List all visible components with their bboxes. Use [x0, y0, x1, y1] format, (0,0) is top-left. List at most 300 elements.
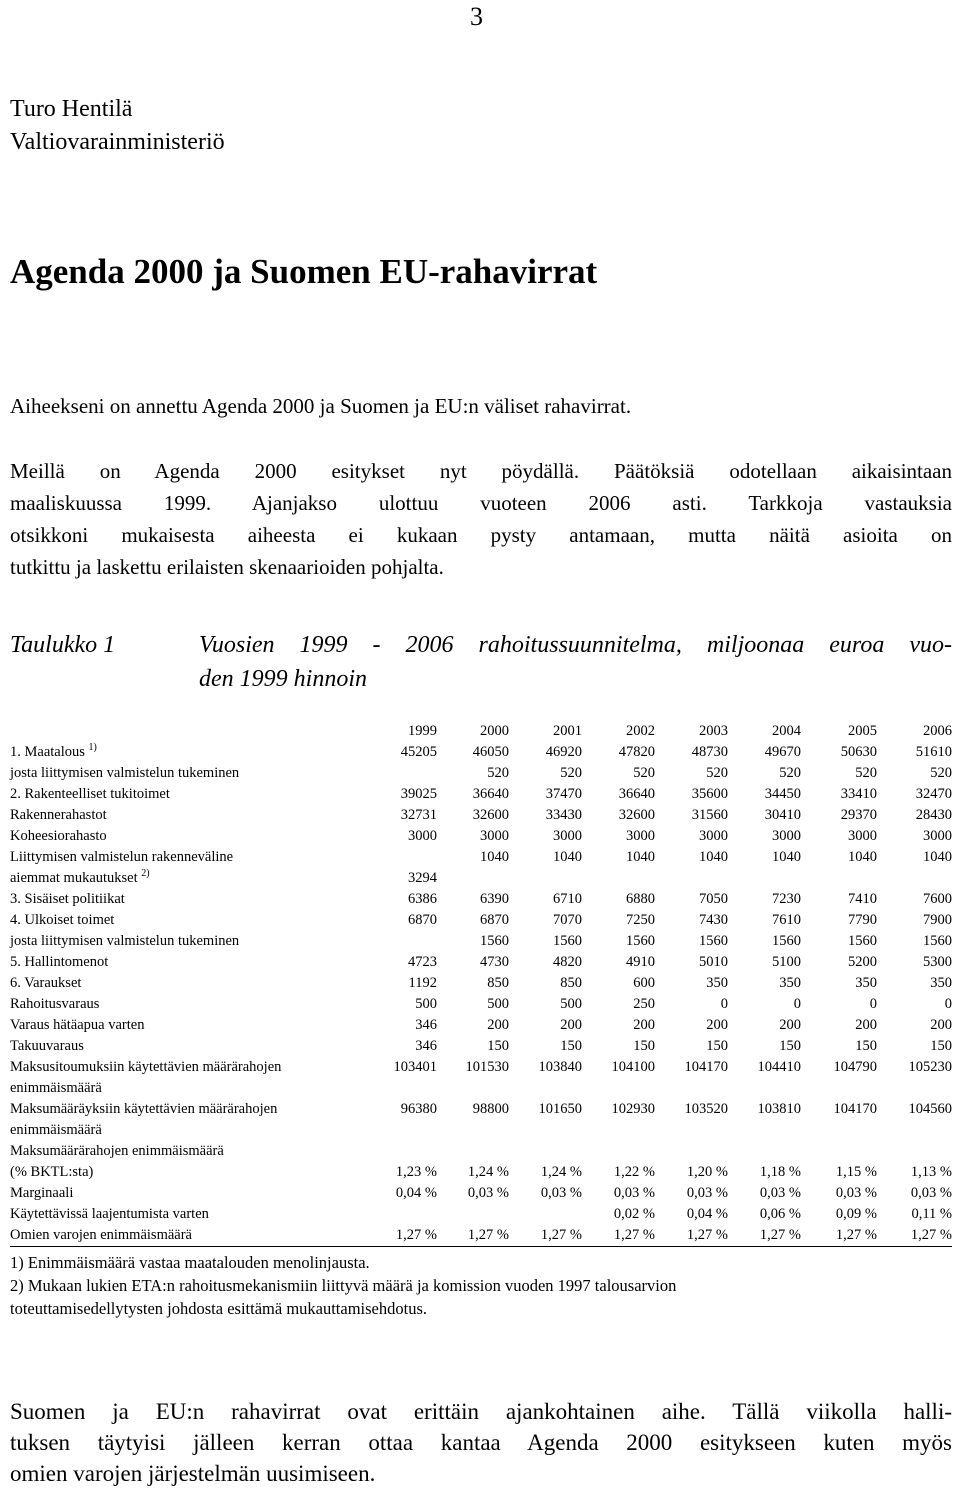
value-cell: 36640 [472, 786, 509, 802]
value-cell: 3000 [699, 828, 728, 844]
value-cell: 520 [560, 765, 582, 781]
value-cell [655, 868, 728, 889]
table-row [10, 1183, 952, 1204]
value-cell: 350 [779, 975, 801, 991]
row-label [10, 973, 346, 994]
value-cell: 350 [930, 975, 952, 991]
value-cell: 0 [944, 996, 952, 1012]
row-label [10, 952, 346, 973]
value-cell: 1560 [848, 933, 877, 949]
value-cell: 7410 [848, 891, 877, 907]
table-row [10, 784, 952, 805]
value-cell [346, 1120, 437, 1141]
table-row [10, 1225, 952, 1247]
value-cell: 104410 [757, 1059, 801, 1075]
value-cell: 7250 [626, 912, 655, 928]
value-cell: 50630 [840, 744, 877, 760]
row-label [10, 889, 346, 910]
table-row [10, 1141, 952, 1162]
value-cell: 33430 [545, 807, 582, 823]
row-label-text: 3. Sisäiset politiikat [10, 891, 125, 907]
value-cell: 500 [560, 996, 582, 1012]
year-header: 2001 [553, 723, 582, 739]
value-cell: 4820 [553, 954, 582, 970]
row-label [10, 1036, 346, 1057]
value-cell: 0,03 % [759, 1185, 801, 1201]
value-cell: 4910 [626, 954, 655, 970]
table-row [10, 1057, 952, 1078]
value-cell [728, 1078, 801, 1099]
row-label-text: Käytettävissä laajentumista varten [10, 1206, 209, 1222]
body-line: otsikkoni mukaisesta aiheesta ei kukaan pysty antamaan, mutta näitä asioita on [10, 523, 952, 547]
value-cell: 150 [930, 1038, 952, 1054]
value-cell: 1,27 % [582, 1225, 655, 1247]
value-cell: 1,18 % [759, 1164, 801, 1180]
value-cell: 6710 [553, 891, 582, 907]
table-row [10, 763, 952, 784]
row-label [10, 1120, 346, 1141]
value-cell: 0,03 % [686, 1185, 728, 1201]
value-cell: 4723 [408, 954, 437, 970]
value-cell: 37470 [545, 786, 582, 802]
row-label [10, 1015, 346, 1036]
value-cell [877, 1078, 952, 1099]
value-cell [437, 1078, 509, 1099]
page-title: Agenda 2000 ja Suomen EU-rahavirrat [10, 252, 598, 291]
value-cell: 49670 [764, 744, 801, 760]
value-cell [655, 1141, 728, 1162]
value-cell [346, 1078, 437, 1099]
value-cell [437, 1204, 509, 1225]
value-cell: 350 [855, 975, 877, 991]
table-row [10, 994, 952, 1015]
body-line: Meillä on Agenda 2000 esitykset nyt pöydällä. Päätöksiä odotellaan aikaisintaan [10, 459, 952, 483]
closing-paragraph [10, 1396, 952, 1489]
year-header: 2002 [626, 723, 655, 739]
value-cell: 3000 [848, 828, 877, 844]
value-cell: 0,02 % [613, 1206, 655, 1222]
value-cell [582, 1120, 655, 1141]
value-cell [582, 1078, 655, 1099]
value-cell: 1,15 % [835, 1164, 877, 1180]
value-cell: 1560 [626, 933, 655, 949]
row-label [10, 763, 346, 784]
value-cell: 1,27 % [437, 1225, 509, 1247]
row-label [10, 868, 346, 889]
table-row [10, 973, 952, 994]
value-cell: 45205 [400, 744, 437, 760]
value-cell: 150 [855, 1038, 877, 1054]
value-cell: 1,24 % [467, 1164, 509, 1180]
intro-paragraph [10, 390, 952, 422]
row-label-text: Koheesiorahasto [10, 828, 107, 844]
value-cell: 1,24 % [540, 1164, 582, 1180]
year-header: 2000 [480, 723, 509, 739]
table-row [10, 742, 952, 763]
row-label [10, 1099, 346, 1120]
value-cell [877, 868, 952, 889]
value-cell: 150 [706, 1038, 728, 1054]
footnote-marker: 1) [88, 742, 97, 753]
value-cell: 0,04 % [686, 1206, 728, 1222]
value-cell: 3000 [626, 828, 655, 844]
value-cell: 7600 [923, 891, 952, 907]
row-label-text: Maksumäärärahojen enimmäismäärä [10, 1143, 224, 1159]
closing-line: omien varojen järjestelmän uusimiseen. [10, 1461, 376, 1486]
value-cell [877, 1141, 952, 1162]
value-cell: 0,09 % [835, 1206, 877, 1222]
table-row [10, 1120, 952, 1141]
table-row [10, 826, 952, 847]
body-line: maaliskuussa 1999. Ajanjakso ulottuu vuoteen 2006 asti. Tarkkoja vastauksia [10, 491, 952, 515]
value-cell: 5010 [699, 954, 728, 970]
table-row [10, 910, 952, 931]
value-cell: 1,13 % [910, 1164, 952, 1180]
footnote-2: 2) Mukaan lukien ETA:n rahoitusmekanismiin liittyvä määrä ja komission vuoden 1997 talousarvion [10, 1276, 677, 1295]
table-row [10, 1099, 952, 1120]
value-cell: 0,04 % [395, 1185, 437, 1201]
value-cell: 4730 [480, 954, 509, 970]
value-cell: 1,27 % [728, 1225, 801, 1247]
value-cell: 6386 [408, 891, 437, 907]
value-cell: 200 [706, 1017, 728, 1033]
table-row [10, 952, 952, 973]
value-cell: 200 [560, 1017, 582, 1033]
value-cell: 150 [779, 1038, 801, 1054]
value-cell [437, 868, 509, 889]
value-cell: 0 [720, 996, 728, 1012]
value-cell: 520 [633, 765, 655, 781]
value-cell [509, 1120, 582, 1141]
value-cell: 1,27 % [346, 1225, 437, 1247]
value-cell: 32731 [400, 807, 437, 823]
value-cell: 6870 [408, 912, 437, 928]
footnote-1: 1) Enimmäismäärä vastaa maatalouden menolinjausta. [10, 1253, 370, 1272]
value-cell: 1040 [553, 849, 582, 865]
value-cell: 1,27 % [509, 1225, 582, 1247]
value-cell: 0,03 % [467, 1185, 509, 1201]
row-label-text: Omien varojen enimmäismäärä [10, 1227, 192, 1243]
value-cell: 1040 [772, 849, 801, 865]
row-label [10, 1183, 346, 1204]
value-cell [437, 1120, 509, 1141]
value-cell [509, 1078, 582, 1099]
value-cell: 7430 [699, 912, 728, 928]
table-row [10, 805, 952, 826]
closing-line: Suomen ja EU:n rahavirrat ovat erittäin ajankohtainen aihe. Tällä viikolla halli- [10, 1399, 952, 1424]
row-label [10, 1162, 346, 1183]
value-cell: 34450 [764, 786, 801, 802]
value-cell: 103840 [538, 1059, 582, 1075]
value-cell: 7230 [772, 891, 801, 907]
row-label [10, 847, 346, 868]
value-cell [728, 1141, 801, 1162]
value-cell: 1,27 % [877, 1225, 952, 1247]
value-cell: 0 [869, 996, 877, 1012]
value-cell: 103401 [393, 1059, 437, 1075]
value-cell [582, 1141, 655, 1162]
year-header: 1999 [408, 723, 437, 739]
value-cell: 520 [706, 765, 728, 781]
value-cell: 39025 [400, 786, 437, 802]
table-caption-label: Taulukko 1 [10, 632, 116, 658]
row-label-text: aiemmat mukautukset [10, 870, 138, 886]
row-label [10, 1141, 346, 1162]
table-header-row [10, 721, 952, 742]
header-label-cell [10, 721, 346, 742]
value-cell [509, 868, 582, 889]
row-label-text: 1. Maatalous [10, 744, 85, 760]
value-cell: 250 [633, 996, 655, 1012]
body-paragraph [10, 455, 952, 583]
value-cell: 105230 [908, 1059, 952, 1075]
value-cell: 0,06 % [759, 1206, 801, 1222]
row-label [10, 994, 346, 1015]
author-name: Turo Hentilä [10, 96, 133, 122]
value-cell: 31560 [691, 807, 728, 823]
value-cell: 3000 [480, 828, 509, 844]
row-label-text: 5. Hallintomenot [10, 954, 109, 970]
value-cell: 1,20 % [686, 1164, 728, 1180]
row-label-text: 2. Rakenteelliset tukitoimet [10, 786, 170, 802]
value-cell: 500 [487, 996, 509, 1012]
value-cell: 47820 [618, 744, 655, 760]
value-cell [346, 1204, 437, 1225]
value-cell: 1560 [553, 933, 582, 949]
author-organization: Valtiovarainministeriö [10, 129, 225, 155]
value-cell: 150 [487, 1038, 509, 1054]
row-label [10, 784, 346, 805]
value-cell: 5300 [923, 954, 952, 970]
row-label [10, 1225, 346, 1247]
value-cell: 850 [560, 975, 582, 991]
value-cell: 3000 [553, 828, 582, 844]
table-row [10, 1036, 952, 1057]
value-cell: 520 [930, 765, 952, 781]
value-cell: 1,27 % [801, 1225, 877, 1247]
value-cell: 500 [415, 996, 437, 1012]
value-cell: 1560 [772, 933, 801, 949]
value-cell: 6880 [626, 891, 655, 907]
value-cell: 1,22 % [613, 1164, 655, 1180]
row-label-text: (% BKTL:sta) [10, 1164, 94, 1180]
table-row [10, 1162, 952, 1183]
row-label-text: Varaus hätäapua varten [10, 1017, 145, 1033]
value-cell: 346 [415, 1038, 437, 1054]
value-cell: 104560 [908, 1101, 952, 1117]
value-cell: 7050 [699, 891, 728, 907]
value-cell: 1040 [923, 849, 952, 865]
table-row [10, 847, 952, 868]
page-number: 3 [470, 2, 483, 31]
value-cell: 1,23 % [395, 1164, 437, 1180]
value-cell: 0 [793, 996, 801, 1012]
value-cell: 28430 [915, 807, 952, 823]
value-cell [582, 868, 655, 889]
table-row [10, 1078, 952, 1099]
value-cell [728, 1120, 801, 1141]
value-cell: 51610 [915, 744, 952, 760]
value-cell [509, 1204, 582, 1225]
value-cell: 200 [779, 1017, 801, 1033]
value-cell: 150 [633, 1038, 655, 1054]
value-cell: 200 [855, 1017, 877, 1033]
year-header: 2004 [772, 723, 801, 739]
table-row [10, 1204, 952, 1225]
row-label-text: Maksumääräyksiin käytettävien määrärahojen [10, 1101, 278, 1117]
row-label-text: josta liittymisen valmistelun tukeminen [10, 765, 240, 781]
row-label-text: Rakennerahastot [10, 807, 107, 823]
value-cell: 200 [487, 1017, 509, 1033]
value-cell: 7900 [923, 912, 952, 928]
value-cell: 520 [487, 765, 509, 781]
value-cell: 32600 [472, 807, 509, 823]
value-cell: 48730 [691, 744, 728, 760]
value-cell: 0,03 % [910, 1185, 952, 1201]
value-cell: 30410 [764, 807, 801, 823]
value-cell: 96380 [400, 1101, 437, 1117]
value-cell: 36640 [618, 786, 655, 802]
value-cell: 98800 [472, 1101, 509, 1117]
value-cell: 0,03 % [540, 1185, 582, 1201]
value-cell: 101530 [465, 1059, 509, 1075]
value-cell: 200 [930, 1017, 952, 1033]
caption-line: den 1999 hinnoin [199, 666, 367, 692]
value-cell: 101650 [538, 1101, 582, 1117]
value-cell [801, 1120, 877, 1141]
row-label-text: Maksusitoumuksiin käytettävien määrärahojen [10, 1059, 282, 1075]
row-label-text: 6. Varaukset [10, 975, 82, 991]
value-cell [346, 1141, 437, 1162]
year-header: 2003 [699, 723, 728, 739]
row-label-text: Takuuvaraus [10, 1038, 84, 1054]
year-header: 2006 [923, 723, 952, 739]
value-cell: 46920 [545, 744, 582, 760]
value-cell: 102930 [611, 1101, 655, 1117]
value-cell: 6390 [480, 891, 509, 907]
value-cell: 46050 [472, 744, 509, 760]
value-cell: 1,27 % [655, 1225, 728, 1247]
value-cell: 3000 [772, 828, 801, 844]
financing-plan-table [10, 721, 952, 1247]
footnotes [10, 1251, 952, 1320]
table-caption [199, 628, 952, 696]
value-cell: 3000 [923, 828, 952, 844]
value-cell [437, 1141, 509, 1162]
value-cell [346, 847, 437, 868]
row-label-text: 4. Ulkoiset toimet [10, 912, 115, 928]
row-label-text: Marginaali [10, 1185, 74, 1201]
row-label-text: enimmäismäärä [10, 1122, 102, 1138]
value-cell: 104790 [833, 1059, 877, 1075]
row-label [10, 1057, 346, 1078]
value-cell: 1560 [480, 933, 509, 949]
value-cell: 5100 [772, 954, 801, 970]
row-label [10, 742, 346, 763]
value-cell: 103810 [757, 1101, 801, 1117]
value-cell: 104100 [611, 1059, 655, 1075]
value-cell [509, 1141, 582, 1162]
value-cell: 1040 [480, 849, 509, 865]
intro-text: Aiheekseni on annettu Agenda 2000 ja Suomen ja EU:n väliset rahavirrat. [10, 394, 632, 418]
row-label-text: enimmäismäärä [10, 1080, 102, 1096]
value-cell [801, 868, 877, 889]
value-cell [655, 1120, 728, 1141]
value-cell: 3000 [408, 828, 437, 844]
value-cell: 1040 [848, 849, 877, 865]
value-cell: 1040 [626, 849, 655, 865]
value-cell: 520 [855, 765, 877, 781]
year-header: 2005 [848, 723, 877, 739]
row-label [10, 910, 346, 931]
value-cell: 0,11 % [911, 1206, 952, 1222]
row-label [10, 805, 346, 826]
value-cell: 32470 [915, 786, 952, 802]
table-row [10, 931, 952, 952]
value-cell: 29370 [840, 807, 877, 823]
value-cell: 3294 [408, 870, 437, 886]
row-label [10, 1204, 346, 1225]
value-cell: 1560 [699, 933, 728, 949]
value-cell: 32600 [618, 807, 655, 823]
value-cell: 7790 [848, 912, 877, 928]
caption-line: Vuosien 1999 - 2006 rahoitussuunnitelma, miljoonaa euroa vuo- [199, 632, 952, 658]
value-cell: 104170 [833, 1101, 877, 1117]
value-cell [346, 931, 437, 952]
value-cell: 520 [779, 765, 801, 781]
value-cell: 35600 [691, 786, 728, 802]
value-cell: 7610 [772, 912, 801, 928]
body-line: tutkittu ja laskettu erilaisten skenaarioiden pohjalta. [10, 555, 444, 579]
value-cell [877, 1120, 952, 1141]
row-label [10, 931, 346, 952]
value-cell [728, 868, 801, 889]
row-label-text: Rahoitusvaraus [10, 996, 100, 1012]
value-cell: 150 [560, 1038, 582, 1054]
footnote-2-continued: toteuttamisedellytysten johdosta esittämä mukauttamisehdotus. [10, 1299, 428, 1318]
footnote-marker: 2) [141, 868, 150, 879]
value-cell: 7070 [553, 912, 582, 928]
table-row [10, 1015, 952, 1036]
value-cell: 104170 [684, 1059, 728, 1075]
row-label-text: Liittymisen valmistelun rakenneväline [10, 849, 234, 865]
value-cell [801, 1078, 877, 1099]
row-label [10, 826, 346, 847]
table-row [10, 889, 952, 910]
row-label [10, 1078, 346, 1099]
value-cell: 1192 [408, 975, 437, 991]
table-row [10, 868, 952, 889]
value-cell [655, 1078, 728, 1099]
value-cell: 346 [415, 1017, 437, 1033]
value-cell: 5200 [848, 954, 877, 970]
value-cell: 103520 [684, 1101, 728, 1117]
value-cell: 6870 [480, 912, 509, 928]
value-cell: 600 [633, 975, 655, 991]
value-cell: 0,03 % [835, 1185, 877, 1201]
value-cell [346, 763, 437, 784]
value-cell: 33410 [840, 786, 877, 802]
closing-line: tuksen täytyisi jälleen kerran ottaa kantaa Agenda 2000 esitykseen kuten myös [10, 1430, 952, 1455]
value-cell [801, 1141, 877, 1162]
value-cell: 350 [706, 975, 728, 991]
value-cell: 1040 [699, 849, 728, 865]
value-cell: 0,03 % [613, 1185, 655, 1201]
value-cell: 850 [487, 975, 509, 991]
row-label-text: josta liittymisen valmistelun tukeminen [10, 933, 240, 949]
value-cell: 1560 [923, 933, 952, 949]
value-cell: 200 [633, 1017, 655, 1033]
